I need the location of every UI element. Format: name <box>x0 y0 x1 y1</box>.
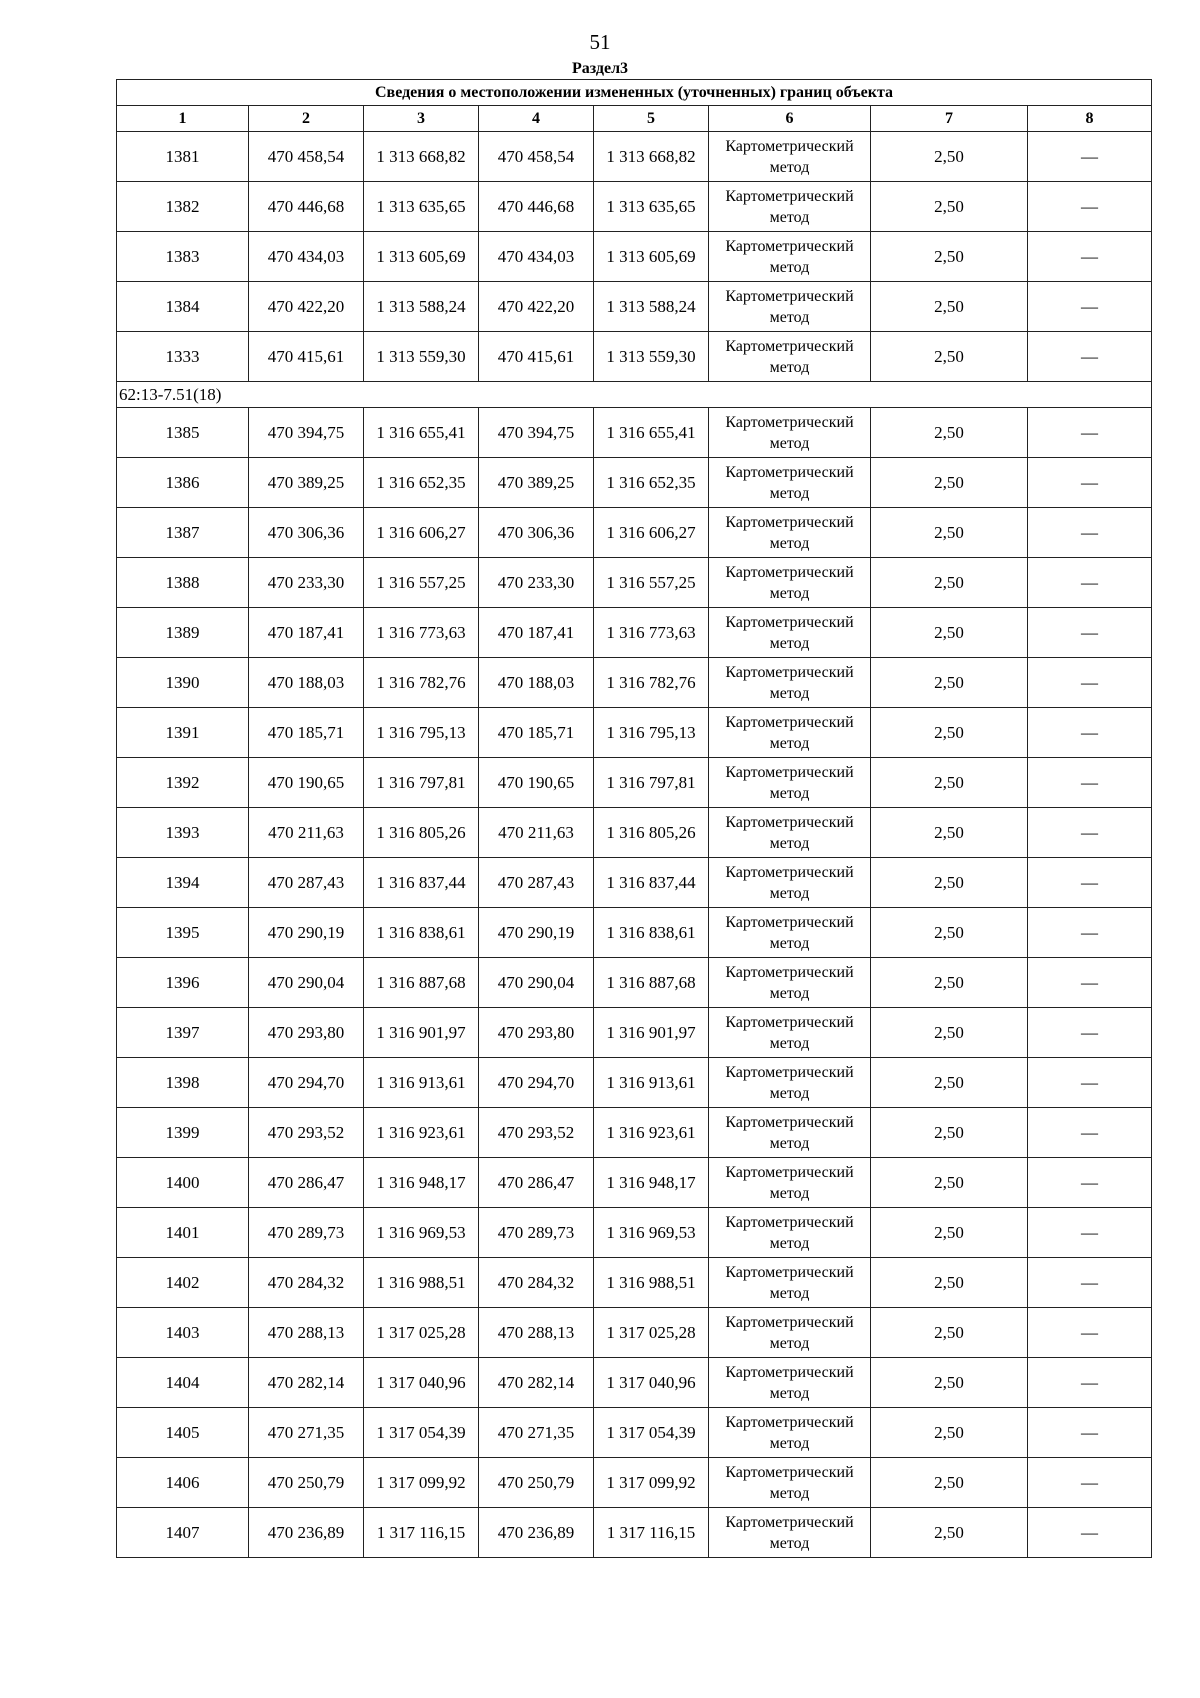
table-cell: 1 316 988,51 <box>594 1258 709 1308</box>
table-row <box>117 1358 1152 1408</box>
table-cell: 470 250,79 <box>479 1458 594 1508</box>
table-cell: 1 317 025,28 <box>594 1308 709 1358</box>
section-title: Раздел3 <box>571 60 629 77</box>
table-cell: 2,50 <box>871 858 1028 908</box>
table-cell: 470 289,73 <box>479 1208 594 1258</box>
method-cell: Картометрический метод <box>709 1008 871 1058</box>
table-row <box>117 858 1152 908</box>
table-cell: 470 293,80 <box>249 1008 364 1058</box>
dash-cell: — <box>1028 458 1152 508</box>
table-cell: 470 293,80 <box>479 1008 594 1058</box>
dash-cell: — <box>1028 958 1152 1008</box>
table-cell: 2,50 <box>871 408 1028 458</box>
table-cell: 470 287,43 <box>479 858 594 908</box>
dash-cell: — <box>1028 808 1152 858</box>
table-cell: 470 288,13 <box>249 1308 364 1358</box>
table-cell: 1 316 837,44 <box>594 858 709 908</box>
table-cell: 2,50 <box>871 182 1028 232</box>
table-cell: 470 185,71 <box>249 708 364 758</box>
table-cell: 2,50 <box>871 758 1028 808</box>
table-cell: 470 415,61 <box>249 332 364 382</box>
table-cell: 1 316 838,61 <box>594 908 709 958</box>
table-cell: 1397 <box>117 1008 249 1058</box>
table-cell: 1 317 116,15 <box>364 1508 479 1558</box>
table-cell: 1 316 901,97 <box>594 1008 709 1058</box>
table-cell: 470 389,25 <box>479 458 594 508</box>
table-cell: 1 316 652,35 <box>594 458 709 508</box>
dash-cell: — <box>1028 1408 1152 1458</box>
column-header: 7 <box>871 106 1028 132</box>
table-cell: 1 316 773,63 <box>364 608 479 658</box>
table-cell: 470 290,04 <box>249 958 364 1008</box>
table-cell: 1 316 969,53 <box>594 1208 709 1258</box>
column-header: 4 <box>479 106 594 132</box>
method-cell: Картометрический метод <box>709 808 871 858</box>
table-cell: 470 190,65 <box>249 758 364 808</box>
table-cell: 1 316 838,61 <box>364 908 479 958</box>
dash-cell: — <box>1028 1008 1152 1058</box>
table-row <box>117 1008 1152 1058</box>
dash-cell: — <box>1028 1258 1152 1308</box>
table-cell: 1 313 605,69 <box>364 232 479 282</box>
table-cell: 470 188,03 <box>479 658 594 708</box>
table-cell: 1 316 797,81 <box>364 758 479 808</box>
table-cell: 470 284,32 <box>479 1258 594 1308</box>
table-cell: 1 313 559,30 <box>594 332 709 382</box>
table-cell: 470 290,04 <box>479 958 594 1008</box>
table-cell: 470 282,14 <box>479 1358 594 1408</box>
table-cell: 470 294,70 <box>479 1058 594 1108</box>
table-row <box>117 708 1152 758</box>
table-cell: 470 236,89 <box>249 1508 364 1558</box>
table-cell: 1 316 606,27 <box>364 508 479 558</box>
table-cell: 1382 <box>117 182 249 232</box>
table-cell: 1399 <box>117 1108 249 1158</box>
dash-cell: — <box>1028 1308 1152 1358</box>
dash-cell: — <box>1028 1208 1152 1258</box>
table-cell: 1 316 837,44 <box>364 858 479 908</box>
table-cell: 1390 <box>117 658 249 708</box>
table-row <box>117 1308 1152 1358</box>
table-cell: 2,50 <box>871 1058 1028 1108</box>
table-cell: 2,50 <box>871 458 1028 508</box>
table-cell: 470 188,03 <box>249 658 364 708</box>
table-cell: 2,50 <box>871 1208 1028 1258</box>
table-cell: 470 458,54 <box>479 132 594 182</box>
table-cell: 2,50 <box>871 708 1028 758</box>
table-cell: 1 313 588,24 <box>594 282 709 332</box>
method-cell: Картометрический метод <box>709 1208 871 1258</box>
method-cell: Картометрический метод <box>709 182 871 232</box>
method-cell: Картометрический метод <box>709 1108 871 1158</box>
table-cell: 1 313 668,82 <box>594 132 709 182</box>
table-cell: 1398 <box>117 1058 249 1108</box>
table-cell: 1381 <box>117 132 249 182</box>
table-cell: 2,50 <box>871 1108 1028 1158</box>
table-cell: 2,50 <box>871 1408 1028 1458</box>
dash-cell: — <box>1028 408 1152 458</box>
table-cell: 2,50 <box>871 282 1028 332</box>
table-cell: 1 316 901,97 <box>364 1008 479 1058</box>
table-cell: 1 316 923,61 <box>594 1108 709 1158</box>
table-cell: 2,50 <box>871 1258 1028 1308</box>
table-cell: 1 316 913,61 <box>594 1058 709 1108</box>
table-cell: 1383 <box>117 232 249 282</box>
table-cell: 2,50 <box>871 1308 1028 1358</box>
dash-cell: — <box>1028 282 1152 332</box>
table-cell: 2,50 <box>871 1158 1028 1208</box>
dash-cell: — <box>1028 858 1152 908</box>
table-cell: 470 306,36 <box>479 508 594 558</box>
table-cell: 470 271,35 <box>249 1408 364 1458</box>
table-row <box>117 608 1152 658</box>
table-row <box>117 332 1152 382</box>
method-cell: Картометрический метод <box>709 658 871 708</box>
table-row <box>117 1108 1152 1158</box>
table-row <box>117 508 1152 558</box>
column-header: 8 <box>1028 106 1152 132</box>
table-cell: 1 313 635,65 <box>364 182 479 232</box>
table-cell: 470 458,54 <box>249 132 364 182</box>
table-row <box>117 758 1152 808</box>
table-row <box>117 232 1152 282</box>
table-cell: 2,50 <box>871 1458 1028 1508</box>
table-cell: 470 211,63 <box>479 808 594 858</box>
table-cell: 1395 <box>117 908 249 958</box>
table-cell: 470 287,43 <box>249 858 364 908</box>
table-cell: 1 316 795,13 <box>364 708 479 758</box>
table-cell: 1 317 025,28 <box>364 1308 479 1358</box>
table-cell: 470 294,70 <box>249 1058 364 1108</box>
method-cell: Картометрический метод <box>709 908 871 958</box>
table-row <box>117 458 1152 508</box>
dash-cell: — <box>1028 1458 1152 1508</box>
table-row <box>117 282 1152 332</box>
column-header: 1 <box>117 106 249 132</box>
table-cell: 1 317 099,92 <box>364 1458 479 1508</box>
dash-cell: — <box>1028 1108 1152 1158</box>
table-cell: 470 434,03 <box>479 232 594 282</box>
table-cell: 2,50 <box>871 908 1028 958</box>
method-cell: Картометрический метод <box>709 508 871 558</box>
table-cell: 470 422,20 <box>479 282 594 332</box>
table-cell: 470 306,36 <box>249 508 364 558</box>
table-row <box>117 1508 1152 1558</box>
table-cell: 470 290,19 <box>479 908 594 958</box>
table-row <box>117 558 1152 608</box>
table-cell: 470 446,68 <box>479 182 594 232</box>
method-cell: Картометрический метод <box>709 758 871 808</box>
table-cell: 470 394,75 <box>249 408 364 458</box>
table-cell: 2,50 <box>871 608 1028 658</box>
boundary-coordinates-table <box>116 79 1152 1558</box>
method-cell: Картометрический метод <box>709 608 871 658</box>
column-header-row <box>117 106 1152 132</box>
table-cell: 1 316 969,53 <box>364 1208 479 1258</box>
dash-cell: — <box>1028 658 1152 708</box>
column-header: 5 <box>594 106 709 132</box>
method-cell: Картометрический метод <box>709 1508 871 1558</box>
table-cell: 1 316 773,63 <box>594 608 709 658</box>
dash-cell: — <box>1028 132 1152 182</box>
method-cell: Картометрический метод <box>709 958 871 1008</box>
table-row <box>117 808 1152 858</box>
table-cell: 1 313 605,69 <box>594 232 709 282</box>
table-cell: 470 290,19 <box>249 908 364 958</box>
table-row <box>117 182 1152 232</box>
table-cell: 470 286,47 <box>249 1158 364 1208</box>
table-caption: Сведения о местоположении измененных (уточненных) границ объекта <box>117 80 1152 106</box>
group-row-body <box>117 382 1152 408</box>
dash-cell: — <box>1028 182 1152 232</box>
table-cell: 470 293,52 <box>249 1108 364 1158</box>
method-cell: Картометрический метод <box>709 1158 871 1208</box>
table-cell: 1 313 635,65 <box>594 182 709 232</box>
table-cell: 2,50 <box>871 1008 1028 1058</box>
table-cell: 1 316 655,41 <box>364 408 479 458</box>
table-cell: 1391 <box>117 708 249 758</box>
group-row <box>117 382 1152 408</box>
table-cell: 1 316 948,17 <box>594 1158 709 1208</box>
dash-cell: — <box>1028 1058 1152 1108</box>
table-cell: 470 187,41 <box>249 608 364 658</box>
method-cell: Картометрический метод <box>709 408 871 458</box>
table-cell: 1402 <box>117 1258 249 1308</box>
table-cell: 1 316 655,41 <box>594 408 709 458</box>
method-cell: Картометрический метод <box>709 858 871 908</box>
table-cell: 1388 <box>117 558 249 608</box>
method-cell: Картометрический метод <box>709 1358 871 1408</box>
table-body-before-group <box>117 132 1152 382</box>
table-row <box>117 658 1152 708</box>
table-cell: 1393 <box>117 808 249 858</box>
table-cell: 1406 <box>117 1458 249 1508</box>
table-cell: 1 317 040,96 <box>364 1358 479 1408</box>
table-cell: 470 187,41 <box>479 608 594 658</box>
dash-cell: — <box>1028 608 1152 658</box>
table-cell: 2,50 <box>871 958 1028 1008</box>
table-cell: 470 233,30 <box>249 558 364 608</box>
dash-cell: — <box>1028 758 1152 808</box>
table-cell: 1389 <box>117 608 249 658</box>
method-cell: Картометрический метод <box>709 282 871 332</box>
table-cell: 2,50 <box>871 558 1028 608</box>
table-row <box>117 1208 1152 1258</box>
table-cell: 2,50 <box>871 1508 1028 1558</box>
table-cell: 470 288,13 <box>479 1308 594 1358</box>
table-cell: 1 313 559,30 <box>364 332 479 382</box>
table-cell: 1 316 887,68 <box>594 958 709 1008</box>
method-cell: Картометрический метод <box>709 332 871 382</box>
table-row <box>117 1408 1152 1458</box>
method-cell: Картометрический метод <box>709 458 871 508</box>
table-row <box>117 958 1152 1008</box>
dash-cell: — <box>1028 1508 1152 1558</box>
dash-cell: — <box>1028 1158 1152 1208</box>
table-cell: 1 316 795,13 <box>594 708 709 758</box>
method-cell: Картометрический метод <box>709 232 871 282</box>
table-cell: 470 389,25 <box>249 458 364 508</box>
table-cell: 1 316 913,61 <box>364 1058 479 1108</box>
table-cell: 470 415,61 <box>479 332 594 382</box>
table-cell: 1 316 797,81 <box>594 758 709 808</box>
table-cell: 1405 <box>117 1408 249 1458</box>
method-cell: Картометрический метод <box>709 1458 871 1508</box>
method-cell: Картометрический метод <box>709 1058 871 1108</box>
table-row <box>117 908 1152 958</box>
table-cell: 1 316 652,35 <box>364 458 479 508</box>
dash-cell: — <box>1028 232 1152 282</box>
table-cell: 470 282,14 <box>249 1358 364 1408</box>
table-cell: 470 190,65 <box>479 758 594 808</box>
table-cell: 1403 <box>117 1308 249 1358</box>
table-cell: 470 211,63 <box>249 808 364 858</box>
table-cell: 470 293,52 <box>479 1108 594 1158</box>
table-cell: 1 316 782,76 <box>364 658 479 708</box>
table-cell: 1 313 668,82 <box>364 132 479 182</box>
dash-cell: — <box>1028 708 1152 758</box>
table-cell: 470 284,32 <box>249 1258 364 1308</box>
table-cell: 1 316 948,17 <box>364 1158 479 1208</box>
group-label: 62:13-7.51(18) <box>117 382 1152 408</box>
table-cell: 1 316 557,25 <box>594 558 709 608</box>
table-row <box>117 408 1152 458</box>
table-cell: 1 313 588,24 <box>364 282 479 332</box>
column-header: 6 <box>709 106 871 132</box>
table-cell: 1386 <box>117 458 249 508</box>
table-cell: 1385 <box>117 408 249 458</box>
table-cell: 2,50 <box>871 232 1028 282</box>
table-cell: 1 317 054,39 <box>364 1408 479 1458</box>
table-cell: 1384 <box>117 282 249 332</box>
dash-cell: — <box>1028 508 1152 558</box>
column-header: 2 <box>249 106 364 132</box>
table-cell: 2,50 <box>871 332 1028 382</box>
table-row <box>117 1458 1152 1508</box>
table-body-after-group <box>117 408 1152 1558</box>
dash-cell: — <box>1028 1358 1152 1408</box>
table-cell: 1407 <box>117 1508 249 1558</box>
table-cell: 1392 <box>117 758 249 808</box>
column-header: 3 <box>364 106 479 132</box>
table-cell: 2,50 <box>871 132 1028 182</box>
table-row <box>117 132 1152 182</box>
dash-cell: — <box>1028 908 1152 958</box>
dash-cell: — <box>1028 558 1152 608</box>
table-cell: 470 250,79 <box>249 1458 364 1508</box>
method-cell: Картометрический метод <box>709 1308 871 1358</box>
table-row <box>117 1158 1152 1208</box>
method-cell: Картометрический метод <box>709 1408 871 1458</box>
table-cell: 1 317 054,39 <box>594 1408 709 1458</box>
table-row <box>117 1258 1152 1308</box>
table-cell: 470 271,35 <box>479 1408 594 1458</box>
table-cell: 470 289,73 <box>249 1208 364 1258</box>
table-cell: 1 317 099,92 <box>594 1458 709 1508</box>
page-number: 51 <box>589 30 611 54</box>
method-cell: Картометрический метод <box>709 708 871 758</box>
table-cell: 2,50 <box>871 508 1028 558</box>
table-cell: 1 317 116,15 <box>594 1508 709 1558</box>
table-cell: 1404 <box>117 1358 249 1408</box>
table-cell: 470 236,89 <box>479 1508 594 1558</box>
table-cell: 1 316 887,68 <box>364 958 479 1008</box>
table-cell: 1396 <box>117 958 249 1008</box>
dash-cell: — <box>1028 332 1152 382</box>
table-cell: 1400 <box>117 1158 249 1208</box>
table-cell: 1 316 606,27 <box>594 508 709 558</box>
table-cell: 1394 <box>117 858 249 908</box>
table-cell: 470 233,30 <box>479 558 594 608</box>
table-cell: 2,50 <box>871 658 1028 708</box>
table-cell: 470 185,71 <box>479 708 594 758</box>
table-cell: 470 434,03 <box>249 232 364 282</box>
table-cell: 1 316 805,26 <box>594 808 709 858</box>
table-cell: 470 394,75 <box>479 408 594 458</box>
table-cell: 470 422,20 <box>249 282 364 332</box>
table-cell: 2,50 <box>871 808 1028 858</box>
method-cell: Картометрический метод <box>709 558 871 608</box>
table-cell: 1401 <box>117 1208 249 1258</box>
method-cell: Картометрический метод <box>709 1258 871 1308</box>
table-cell: 1333 <box>117 332 249 382</box>
table-cell: 1 316 923,61 <box>364 1108 479 1158</box>
table-cell: 1 316 557,25 <box>364 558 479 608</box>
table-cell: 1 317 040,96 <box>594 1358 709 1408</box>
table-row <box>117 1058 1152 1108</box>
table-cell: 1387 <box>117 508 249 558</box>
table-cell: 2,50 <box>871 1358 1028 1408</box>
table-cell: 1 316 988,51 <box>364 1258 479 1308</box>
table-cell: 1 316 782,76 <box>594 658 709 708</box>
table-cell: 470 446,68 <box>249 182 364 232</box>
table-cell: 470 286,47 <box>479 1158 594 1208</box>
method-cell: Картометрический метод <box>709 132 871 182</box>
table-cell: 1 316 805,26 <box>364 808 479 858</box>
